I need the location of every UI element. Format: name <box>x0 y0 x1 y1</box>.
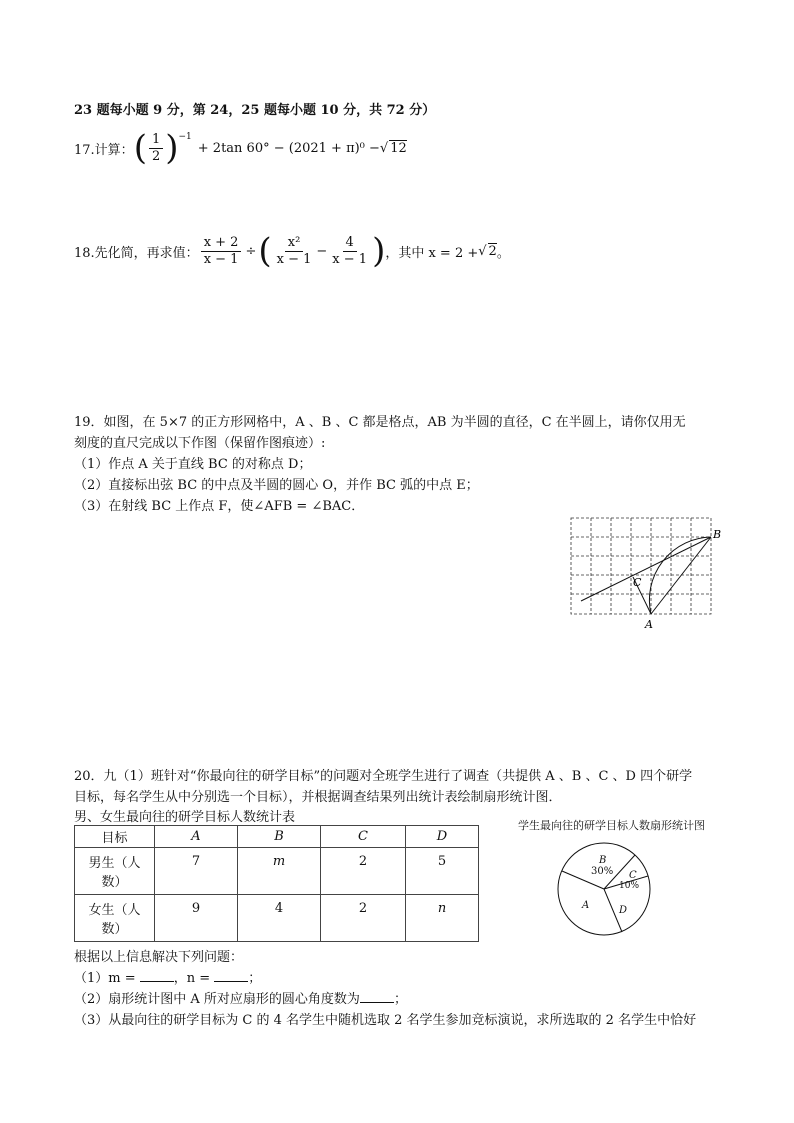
sub2-end: ； <box>393 992 407 1007</box>
q17-sqrt: 12 <box>390 141 407 156</box>
q19-item3: （3）在射线 BC 上作点 F，使∠AFB = ∠BAC． <box>74 499 365 514</box>
q19-line2: 刻度的直尺完成以下作图（保留作图痕迹）: <box>74 436 326 451</box>
q18-frac3-num: 4 <box>343 235 357 252</box>
paren-left: ( <box>258 231 272 271</box>
q18-frac1-num: x + 2 <box>201 235 242 252</box>
pie-chart <box>553 838 663 938</box>
q20-sub3: （3）从最向往的研学目标为 C 的 4 名学生中随机选取 2 名学生参加竞标演说，求所选取的 2 名学生中恰好 <box>74 1013 697 1028</box>
q20-line2: 目标，每名学生从中分别选一个目标），并根据调查结果列出统计表绘制扇形统计图． <box>74 790 562 805</box>
q20-sub2 <box>74 988 407 1007</box>
q18-div: ÷ <box>245 243 257 259</box>
paren-right: ) <box>165 128 179 168</box>
pie-title: 学生最向往的研学目标人数扇形统计图 <box>518 819 705 832</box>
q18-frac2-num: x² <box>285 235 304 252</box>
pie-label-a: A <box>582 900 590 911</box>
question-17: 17.计算： ( $\frac{1}{2}$ ) $^{-1}$ + 2tan 60° − (2021 + π)⁰ − √ 12 <box>74 128 407 168</box>
cell: 9 <box>155 895 238 942</box>
cell: 2 <box>321 848 406 895</box>
q19-item2: （2）直接标出弦 BC 的中点及半圆的圆心 O，并作 BC 弧的中点 E； <box>74 478 479 493</box>
table-header-row <box>75 826 479 848</box>
cell: m <box>238 848 321 895</box>
q18-sqrt: 2 <box>488 244 497 259</box>
pie-label-c: C <box>629 870 637 881</box>
q20-sub1 <box>74 967 261 986</box>
answer-blank-n[interactable] <box>214 969 248 982</box>
th-d: D <box>406 826 479 848</box>
label-b: B <box>713 528 722 541</box>
segment-ab <box>651 537 711 614</box>
question-18: 18.先化简，再求值： $\frac{x + 2}{x - 1}$ ÷ ( $\frac{\text{x²}}{x - 1}$ − $\frac{4}{x - 1}$ ) ，其中 x = 2 + √ 2 。 <box>74 231 510 271</box>
q19-item1: （1）作点 A 关于直线 BC 的对称点 D； <box>74 457 312 472</box>
q17-label: 17.计算： <box>74 142 134 158</box>
table-row <box>75 895 479 942</box>
q18-frac3-den: x − 1 <box>332 251 368 267</box>
cell: 2 <box>321 895 406 942</box>
label-a: A <box>645 618 653 631</box>
paren-left: ( <box>133 128 147 168</box>
q18-end: 。 <box>496 245 510 261</box>
cell: n <box>406 895 479 942</box>
q17-frac-num: 1 <box>149 132 163 149</box>
answer-blank-m[interactable] <box>140 969 174 982</box>
q18-frac2 <box>274 235 315 268</box>
q18-minus: − <box>316 243 328 259</box>
paren-right: ) <box>372 231 386 271</box>
q20-line1: 20．九（1）班针对“你最向往的研学目标”的问题对全班学生进行了调查（共提供 A 、B 、C 、D 四个研学 <box>74 769 693 784</box>
pie-pct-c: 10% <box>619 881 640 891</box>
row-label: 女生（人 数） <box>75 895 155 942</box>
cell: 7 <box>155 848 238 895</box>
q17-exponent: −1 <box>178 132 192 142</box>
q20-tail: 根据以上信息解决下列问题： <box>74 950 244 965</box>
sub2-text: （2）扇形统计图中 A 所对应扇形的圆心角度数为 <box>74 992 360 1007</box>
row-label: 男生（人 数） <box>75 848 155 895</box>
q18-frac3 <box>329 235 370 268</box>
line-bc <box>581 537 711 601</box>
q18-cond: ，其中 x = 2 + <box>385 245 479 261</box>
sub1-n-label: ，n = <box>173 971 215 986</box>
q19-line1: 19．如图，在 5×7 的正方形网格中，A 、B 、C 都是格点，AB 为半圆的直径，C 在半圆上，请你仅用无 <box>74 415 686 430</box>
sub1-m-label: （1）m = <box>74 971 140 986</box>
th-b: B <box>238 826 321 848</box>
q18-label: 18.先化简，再求值： <box>74 245 199 261</box>
pie-pct-b: 30% <box>591 866 614 877</box>
th-a: A <box>155 826 238 848</box>
label-c: C <box>633 576 642 589</box>
q17-fraction <box>149 132 163 165</box>
table-title: 男、女生最向往的研学目标人数统计表 <box>74 810 296 825</box>
pie-label-b: B <box>599 855 607 866</box>
q17-frac-den: 2 <box>151 148 161 164</box>
q18-frac1 <box>201 235 242 268</box>
table-row <box>75 848 479 895</box>
cell: 4 <box>238 895 321 942</box>
sub1-end: ； <box>248 971 262 986</box>
grid-figure <box>565 514 725 634</box>
section-header: 23 题每小题 9 分，第 24，25 题每小题 10 分，共 72 分） <box>74 103 436 118</box>
cell: 5 <box>406 848 479 895</box>
q17-rest: + 2tan 60° − (2021 + π)⁰ − <box>197 140 380 156</box>
q18-frac2-den: x − 1 <box>276 251 312 267</box>
th-c: C <box>321 826 406 848</box>
answer-blank-angle[interactable] <box>360 990 394 1003</box>
th-target: 目标 <box>75 826 155 848</box>
pie-label-d: D <box>619 905 628 916</box>
stat-table <box>74 825 479 942</box>
q18-frac1-den: x − 1 <box>203 251 239 267</box>
